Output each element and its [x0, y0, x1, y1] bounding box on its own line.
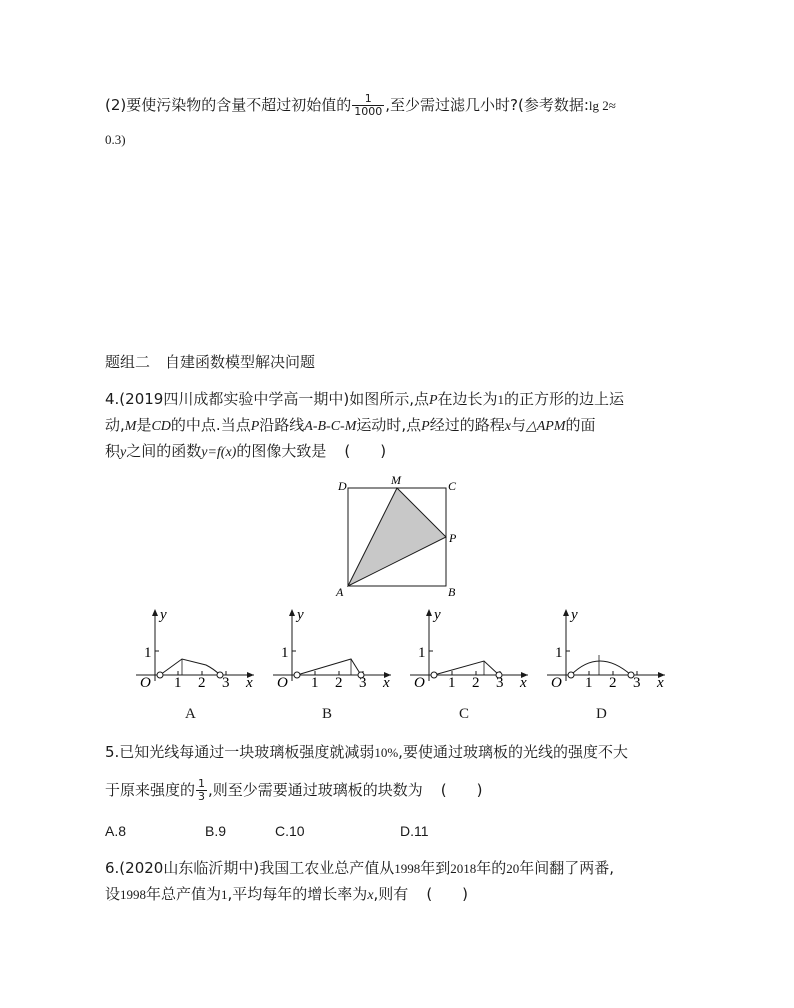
- graph-option-c: [404, 605, 536, 687]
- q5-fraction: $\frac{1}{3}$: [198, 777, 206, 803]
- label-A: A: [336, 585, 344, 599]
- q6-line1: 6.(2020山东临沂期中)我国工农业总产值从1998年到2018年的20年间翻了两番,: [105, 859, 615, 877]
- open-point-origin: [431, 672, 437, 678]
- origin-label: O: [414, 675, 425, 687]
- y-axis-arrow: [563, 609, 569, 616]
- x-tick-label-3: 3: [359, 675, 367, 687]
- label-M: M: [391, 473, 401, 487]
- y-axis-arrow: [426, 609, 432, 616]
- q4-line1: 4.(2019四川成都实验中学高一期中)如图所示,点P在边长为1的正方形的边上运: [105, 390, 625, 408]
- y-axis-label: y: [434, 607, 441, 623]
- label-D: D: [338, 479, 347, 493]
- q3-fraction: $\frac{1}{1000}$: [354, 92, 383, 118]
- x-axis-label: x: [383, 675, 390, 687]
- origin-label: O: [140, 675, 151, 687]
- y-axis-label: y: [160, 607, 167, 623]
- x-tick-label-1: 1: [311, 675, 319, 687]
- origin-label: O: [551, 675, 562, 687]
- q5-option-d: D.11: [400, 823, 429, 839]
- graph-curve: [160, 659, 220, 675]
- y-axis-arrow: [289, 609, 295, 616]
- option-label-c: C: [459, 706, 470, 722]
- q5-line1: 5.已知光线每通过一块玻璃板强度就减弱10%,要使通过玻璃板的光线的强度不大: [105, 743, 628, 761]
- y-tick-label-1: 1: [418, 645, 426, 661]
- q5-option-a: A.8: [105, 823, 127, 839]
- q3-text-b: ,至少需过滤几小时?(参考数据:: [385, 96, 589, 114]
- y-tick-label-1: 1: [281, 645, 289, 661]
- option-label-a: A: [185, 706, 196, 722]
- open-point-origin: [568, 672, 574, 678]
- q4-line3: 积y之间的函数y=f(x)的图像大致是 ( ): [105, 442, 387, 460]
- y-tick-label-1: 1: [555, 645, 563, 661]
- label-B: B: [448, 585, 456, 599]
- q5-option-c: C.10: [275, 823, 305, 839]
- x-tick-label-2: 2: [472, 675, 480, 687]
- x-axis-label: x: [520, 675, 527, 687]
- graph-curve: [434, 661, 499, 675]
- origin-label: O: [277, 675, 288, 687]
- y-axis-label: y: [571, 607, 578, 623]
- x-tick-label-1: 1: [174, 675, 182, 687]
- triangle-apm: [348, 488, 446, 586]
- q3-text-a: (2)要使污染物的含量不超过初始值的: [105, 96, 352, 114]
- q5-answer-paren: ( ): [440, 781, 483, 799]
- y-axis-arrow: [152, 609, 158, 616]
- graph-option-a: [130, 605, 262, 687]
- q6-answer-paren: ( ): [426, 885, 469, 903]
- x-tick-label-3: 3: [222, 675, 230, 687]
- q4-answer-paren: ( ): [344, 442, 387, 460]
- option-label-b: B: [322, 706, 333, 722]
- x-tick-label-3: 3: [633, 675, 641, 687]
- q6-line2: 设1998年总产值为1,平均每年的增长率为x,则有 ( ): [105, 885, 469, 903]
- x-tick-label-3: 3: [496, 675, 504, 687]
- open-point-origin: [157, 672, 163, 678]
- q3-part2-line2: 0.3): [105, 132, 126, 147]
- x-tick-label-1: 1: [585, 675, 593, 687]
- x-tick-label-1: 1: [448, 675, 456, 687]
- graph-curve: [571, 661, 631, 675]
- y-axis-label: y: [297, 607, 304, 623]
- x-axis-label: x: [657, 675, 664, 687]
- x-axis-label: x: [246, 675, 253, 687]
- label-C: C: [448, 479, 457, 493]
- open-point-origin: [294, 672, 300, 678]
- option-label-d: D: [596, 706, 607, 722]
- x-tick-label-2: 2: [198, 675, 206, 687]
- q3-part2-line1: [105, 93, 616, 118]
- x-tick-label-2: 2: [609, 675, 617, 687]
- label-P: P: [449, 531, 457, 545]
- graph-option-b: [267, 605, 399, 687]
- x-tick-label-2: 2: [335, 675, 343, 687]
- y-tick-label-1: 1: [144, 645, 152, 661]
- q5-line2: 于原来强度的 $\frac{1}{3}$ ,则至少需要通过玻璃板的块数为 ( ): [105, 777, 483, 803]
- q4-square-figure: [330, 472, 470, 602]
- q5-option-b: B.9: [205, 823, 227, 839]
- q3-text-c: lg 2≈: [588, 98, 616, 113]
- q4-line2: 动,M是CD的中点.当点P沿路线A-B-C-M运动时,点P经过的路程x与△APM的面: [105, 416, 596, 434]
- graph-option-d: [541, 605, 673, 687]
- section-title: 题组二 自建函数模型解决问题: [105, 353, 316, 371]
